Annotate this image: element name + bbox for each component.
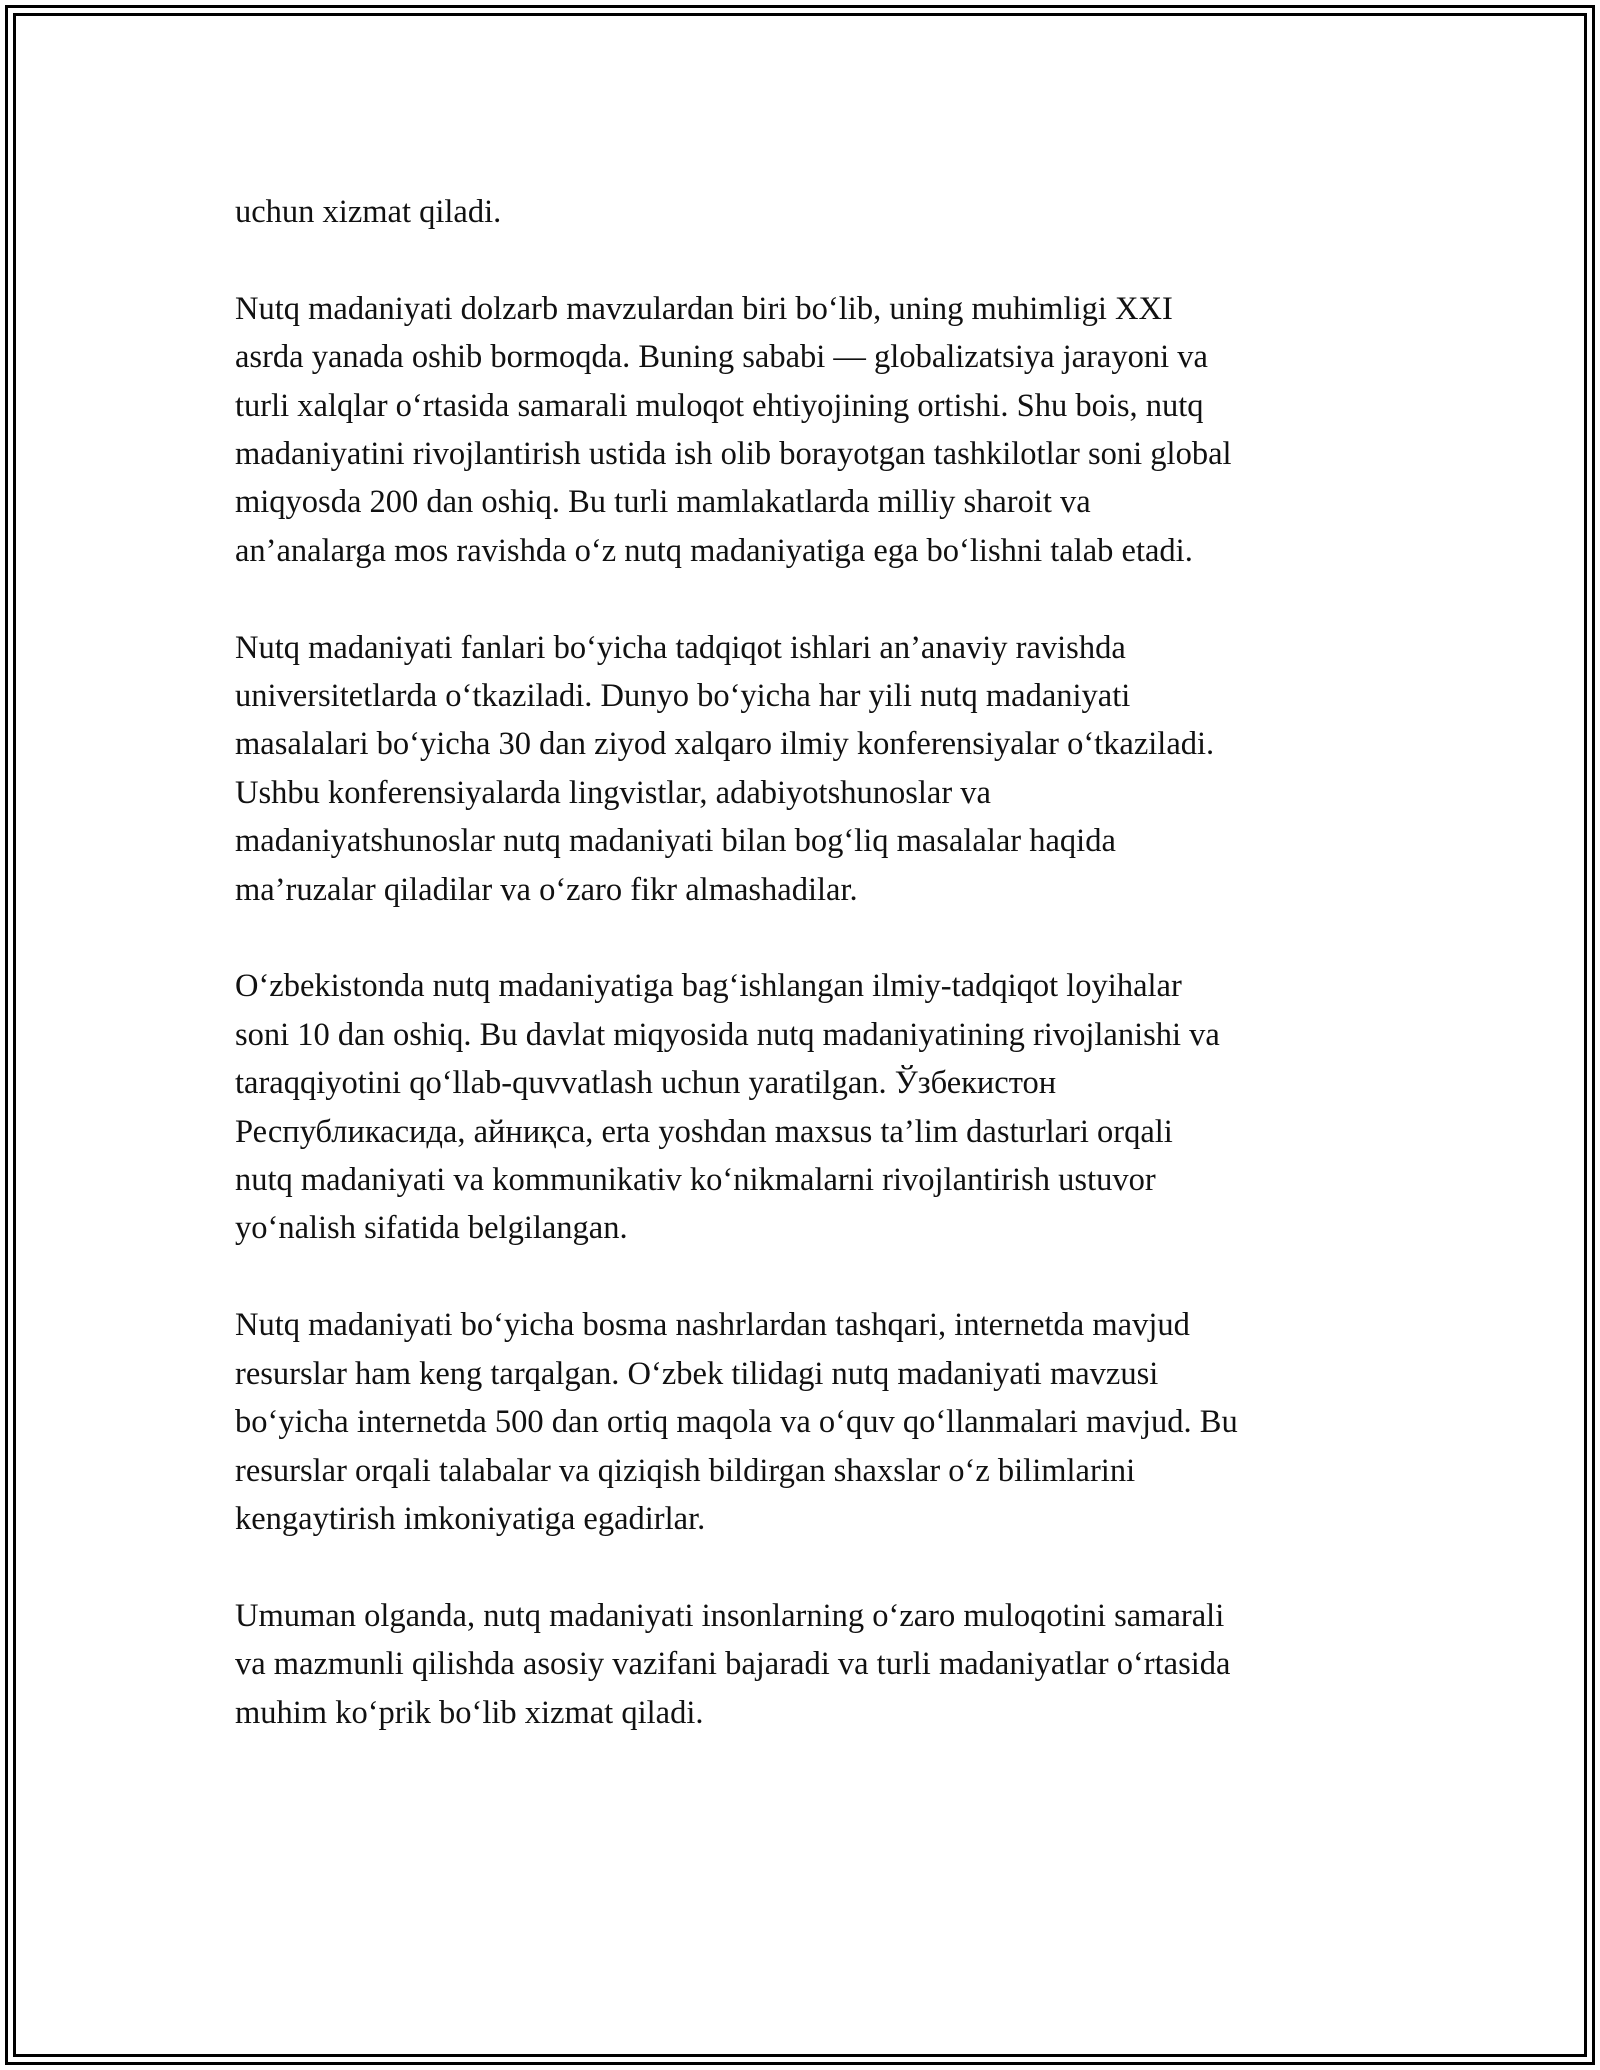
text-line: muhim koʻprik boʻlib xizmat qiladi. bbox=[235, 1694, 704, 1731]
text-line: Oʻzbekistonda nutq madaniyatiga bagʻishlangan ilmiy-tadqiqot loyihalar bbox=[235, 968, 1182, 1005]
text-line: resurslar orqali talabalar va qiziqish bildirgan shaxslar oʻz bilimlarini bbox=[235, 1452, 1136, 1489]
text-line: an’analarga mos ravishda oʻz nutq madaniyatiga ega boʻlishni talab etadi. bbox=[235, 532, 1193, 569]
text-line: Nutq madaniyati fanlari boʻyicha tadqiqot ishlari an’anaviy ravishda bbox=[235, 629, 1126, 666]
text-line: Республикасида, айниқса, erta yoshdan maxsus ta’lim dasturlari orqali bbox=[235, 1113, 1173, 1150]
paragraph-3 bbox=[235, 624, 1385, 914]
text-line: soni 10 dan oshiq. Bu davlat miqyosida nutq madaniyatining rivojlanishi va bbox=[235, 1016, 1220, 1053]
text-line: resurslar ham keng tarqalgan. Oʻzbek tilidagi nutq madaniyati mavzusi bbox=[235, 1355, 1159, 1392]
text-line: Umuman olganda, nutq madaniyati insonlarning oʻzaro muloqotini samarali bbox=[235, 1597, 1225, 1634]
text-line: yoʻnalish sifatida belgilangan. bbox=[235, 1210, 628, 1247]
text-line: turli xalqlar oʻrtasida samarali muloqot ehtiyojining ortishi. Shu bois, nutq bbox=[235, 387, 1204, 424]
text-line: taraqqiyotini qoʻllab-quvvatlash uchun yaratilgan. Ўзбекистон bbox=[235, 1065, 1057, 1102]
text-line: miqyosda 200 dan oshiq. Bu turli mamlakatlarda milliy sharoit va bbox=[235, 484, 1091, 521]
text-line: Ushbu konferensiyalarda lingvistlar, adabiyotshunoslar va bbox=[235, 774, 991, 811]
document-body bbox=[235, 188, 1385, 1785]
paragraph-5 bbox=[235, 1301, 1385, 1543]
text-line: kengaytirish imkoniyatiga egadirlar. bbox=[235, 1500, 706, 1537]
text-line: madaniyatshunoslar nutq madaniyati bilan bogʻliq masalalar haqida bbox=[235, 823, 1116, 860]
text-line: Nutq madaniyati dolzarb mavzulardan biri boʻlib, uning muhimligi XXI bbox=[235, 290, 1173, 327]
text-line: universitetlarda oʻtkaziladi. Dunyo boʻyicha har yili nutq madaniyati bbox=[235, 678, 1131, 715]
text-line: uchun xizmat qiladi. bbox=[235, 194, 502, 230]
text-line: boʻyicha internetda 500 dan ortiq maqola va oʻquv qoʻllanmalari mavjud. Bu bbox=[235, 1404, 1238, 1441]
text-line: masalalari boʻyicha 30 dan ziyod xalqaro ilmiy konferensiyalar oʻtkaziladi. bbox=[235, 726, 1215, 763]
text-line: nutq madaniyati va kommunikativ koʻnikmalarni rivojlantirish ustuvor bbox=[235, 1162, 1156, 1199]
text-line: va mazmunli qilishda asosiy vazifani bajaradi va turli madaniyatlar oʻrtasida bbox=[235, 1646, 1231, 1683]
paragraph-4 bbox=[235, 962, 1385, 1252]
paragraph-6 bbox=[235, 1592, 1385, 1737]
text-line: asrda yanada oshib bormoqda. Buning sababi — globalizatsiya jarayoni va bbox=[235, 339, 1208, 376]
text-line: ma’ruzalar qiladilar va oʻzaro fikr almashadilar. bbox=[235, 871, 858, 908]
text-line: madaniyatini rivojlantirish ustida ish olib borayotgan tashkilotlar soni global bbox=[235, 436, 1232, 473]
paragraph-2 bbox=[235, 285, 1385, 575]
paragraph-1 bbox=[235, 188, 1385, 236]
text-line: Nutq madaniyati boʻyicha bosma nashrlardan tashqari, internetda mavjud bbox=[235, 1307, 1190, 1344]
